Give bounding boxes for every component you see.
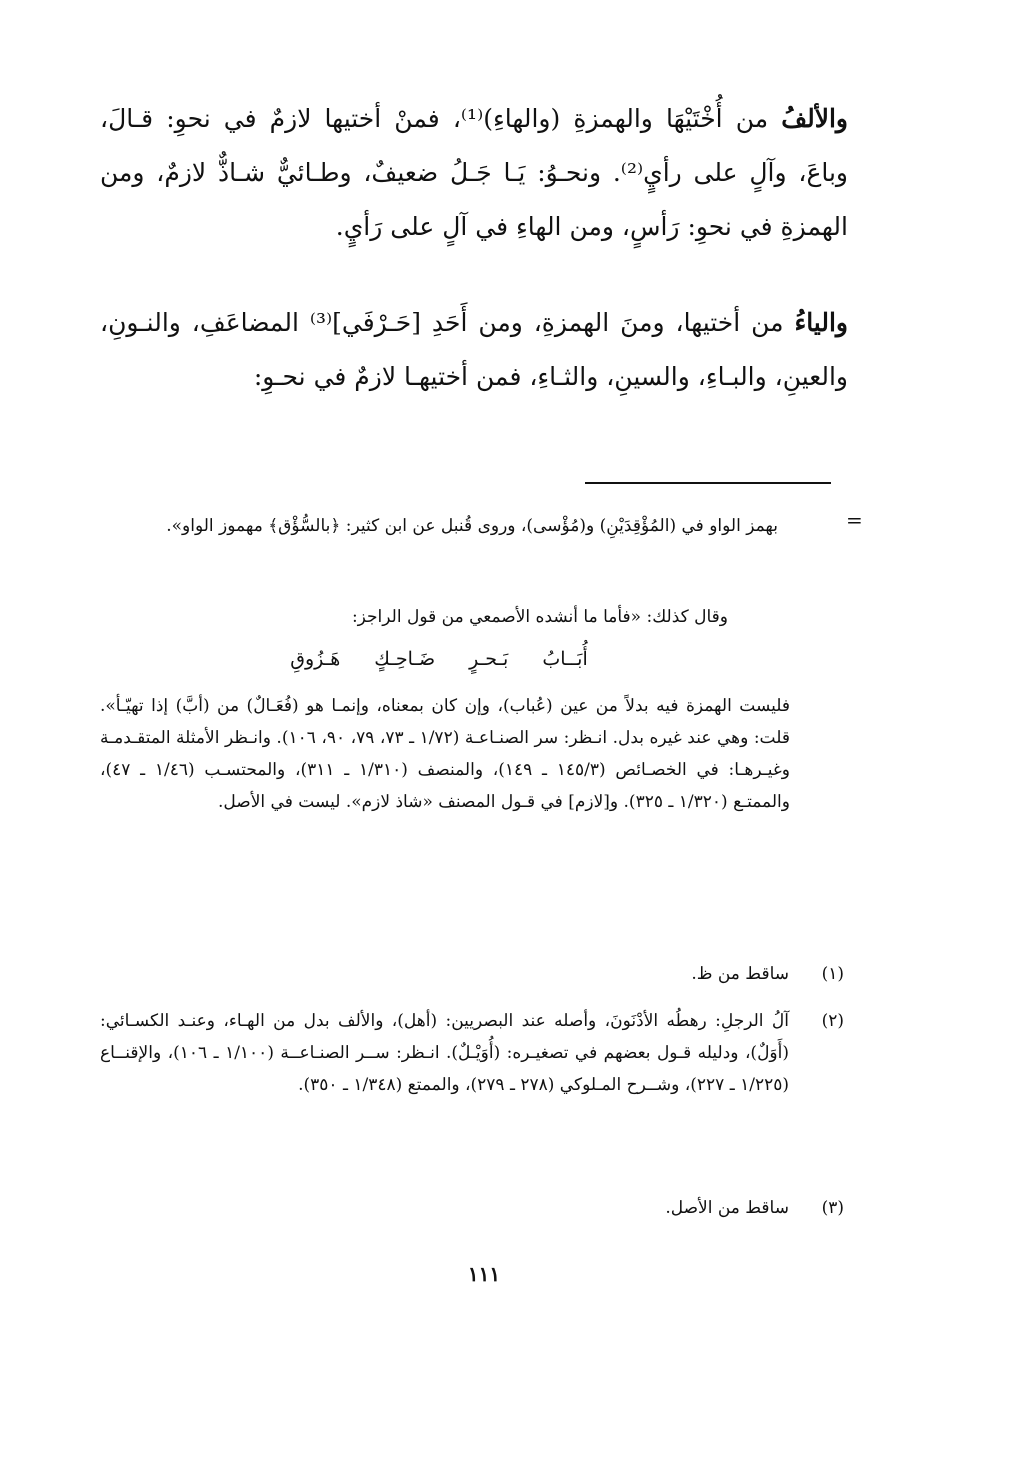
- paragraph-text: من أختيها، ومنَ الهمزةِ، ومن أَحَدِ [حَـرْفَي]⁽³⁾ المضاعَفِ، والنـونِ، والعينِ، والبـاءِ، والسينِ، والثـاءِ، فمن أختيهـا لازمٌ في نحـوِ:: [100, 308, 848, 391]
- footnote-text: آلُ الرجلِ: رهطُه الأدْنَونَ، وأصله عند البصريين: (أهل)، والألف بدل من الهـاء، وعنـد الكسـائي: (أَوَلٌ)، ودليله قـول بعضهم في تصغيـره: (أُوَيْـلٌ). انـظر: ســر الصنـاعــة (١/١٠٠ ـ ١٠٦)، والإقنــاع (١/٢٢٥ ـ ٢٢٧)، وشــرح المـلوكي (٢٧٨ ـ ٢٧٩)، والممتع (١/٣٤٨ ـ ٣٥٠).: [100, 1011, 789, 1095]
- footnote-text: ساقط من الأصل.: [665, 1198, 789, 1218]
- footnote-3: [100, 1192, 844, 1224]
- footnote-number: (١): [821, 964, 844, 984]
- body-paragraph-2: [100, 296, 848, 404]
- footnote-1: [100, 958, 844, 990]
- paragraph-lead-word: والألفُ: [781, 104, 848, 133]
- paragraph-lead-word: والياءُ: [794, 308, 848, 337]
- footnote-number: (٢): [821, 1011, 844, 1031]
- footnote-verse: أُبَــابُ بَـحـرٍ ضَـاحِـكٍ هَـزُوقِ: [290, 648, 588, 670]
- footnote-continuation-text-2: فليست الهمزة فيه بدلاً من عين (عُباب)، وإن كان بمعناه، وإنمـا هو (فُعَـالٌ) من (أبَّ) إذا تهيّـأ». قلت: وهي عند غيره بدل. انـظر: سر الصنـاعـة (١/٧٢ ـ ٧٣، ٧٩، ٩٠، ١٠٦). وانـظر الأمثلة المتقـدمـة وغيـرهـا: في الخصـائص (١٤٥/٣ ـ ١٤٩)، والمنصف (١/٣١٠ ـ ٣١١)، والمحتسـب (١/٤٦ ـ ٤٧)، والممتـع (١/٣٢٠ ـ ٣٢٥). و[لازم] في قـول المصنف «شاذ لازم». ليست في الأصل.: [100, 696, 790, 812]
- body-paragraph-1: [100, 92, 848, 254]
- footnote-number: (٣): [821, 1198, 844, 1218]
- footnote-2: [100, 1005, 844, 1101]
- page-number: ١١١: [467, 1262, 501, 1286]
- footnote-continuation-mark: =: [846, 508, 863, 532]
- footnote-text: ساقط من ظ.: [691, 964, 789, 984]
- footnote-continuation-text: بهمز الواو في (المُؤْقِدَيْنِ) و(مُؤْسى)، وروى قُنبل عن ابن كثير: ﴿بالسُّؤْق﴾ مهموز الواو».: [166, 516, 778, 536]
- footnote-quote-intro: وقال كذلك: «فأما ما أنشده الأصمعي من قول الراجز:: [351, 607, 728, 627]
- paragraph-text: من أُخْتَيْهَا والهمزةِ (والهاءِ)⁽¹⁾، فمنْ أختيها لازمٌ في نحوِ: قـالَ، وباعَ، وآلٍ على رأيٍ⁽²⁾. ونحـوُ: يَـا جَـلُ ضعيفٌ، وطـائيٌّ شـاذٌّ لازمٌ، ومن الهمزةِ في نحوِ: رَأسٍ، ومن الهاءِ في آلٍ على رَأيٍ.: [100, 104, 849, 241]
- footnote-separator: [585, 482, 831, 484]
